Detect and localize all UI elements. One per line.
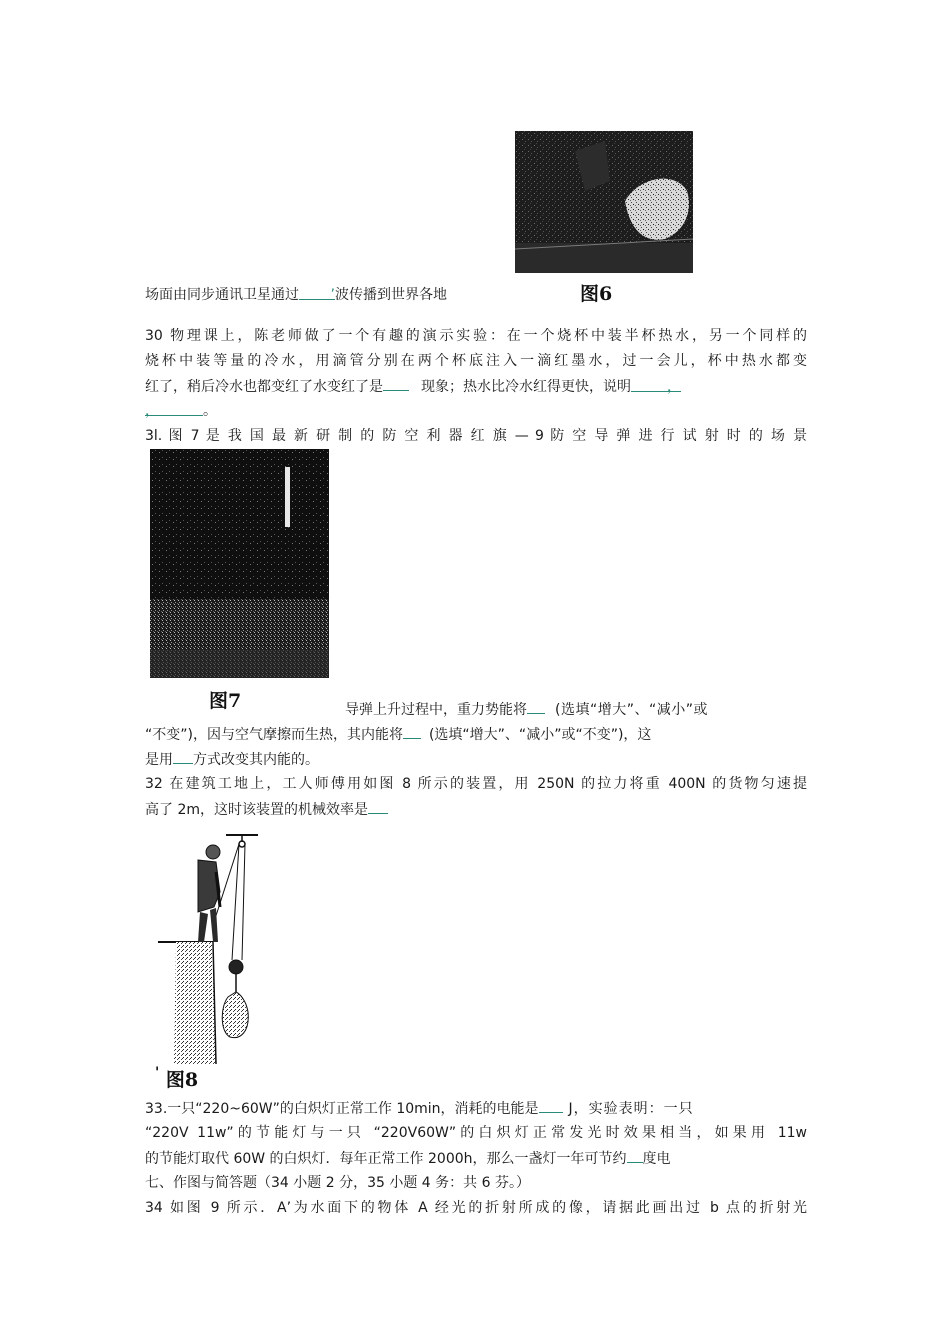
q30-line-3-a: 红了，稍后冷水也都变红了水变红了是 [145,379,383,395]
figure-7-photo [150,449,329,678]
section-7-heading: 七、作图与简答题（34 小题 2 分，35 小题 4 务：共 6 芬。） [145,1175,530,1191]
q31-line-2-a: 导弹上升过程中，重力势能将 [345,702,527,718]
q33-line-2: “220V 11w”的节能灯与一只 “220V60W”的白炽灯正常发光时效果相当，如果用 11w [145,1125,807,1141]
q33-blank-2[interactable] [627,1148,643,1163]
q34-line-1: 34 如图 9 所示．A’为水面下的物体 A 经光的折射所成的像，请据此画出过 b 点的折射光 [145,1200,807,1216]
q30-blank-3-mark: ， [145,403,159,419]
figure-6-caption: 图6 [580,283,613,305]
q30-line-1: 30 物理课上，陈老师做了一个有趣的演示实验：在一个烧杯中装半杯热水，另一个同样的 [145,328,807,344]
q31-line-4 [145,749,319,770]
q31-line-2-b: (选填“增大”、“减小”或 [555,702,708,718]
q31-blank-3[interactable] [173,749,193,764]
q30-blank-2[interactable] [631,377,681,395]
figure-8-mark: ' [155,1065,160,1081]
q30-blank-2-mark: ， [667,379,681,395]
q29-line [145,285,447,305]
q33-line-3-b: 度电 [642,1151,671,1167]
missile-trail [285,467,290,527]
q33-line-3-a: 的节能灯取代 60W 的白炽灯．每年正常工作 2000h，那么一盏灯一年可节约 [145,1151,627,1167]
q32-line-2-a: 高了 2m，这时该装置的机械效率是 [145,802,368,818]
q31-line-4-a: 是用 [145,752,173,768]
q30-line-2: 烧杯中装等量的冷水，用滴管分别在两个杯底注入一滴红墨水，过一会儿，杯中热水都变 [145,353,807,369]
q31-blank-1[interactable] [527,699,545,714]
q32-line-1: 32 在建筑工地上，工人师傅用如图 8 所示的装置，用 250N 的拉力将重 400N 的货物匀速提 [145,776,807,792]
q32-blank-1[interactable] [368,799,388,814]
q30-line-4 [145,401,217,421]
figure-7-graphic [150,449,329,678]
figure-8-drawing [158,832,268,1064]
q33-blank-1[interactable] [539,1098,563,1113]
q30-blank-3[interactable] [145,401,203,419]
figure-8-caption [155,1065,198,1092]
q31-blank-2[interactable] [403,724,421,739]
q29-answer-blank[interactable] [299,285,335,303]
q30-line-3 [145,376,681,397]
q31-line-1: 3l. 图 7 是 我 国 最 新 研 制 的 防 空 利 器 红 旗 — 9 防 空 导 弹 进 行 试 射 时 的 场 景 [145,428,807,444]
figure-6-photo [515,131,693,273]
q30-line-3-b: 现象；热水比冷水红得更快，说明 [421,379,631,395]
q33-line-1-a: 33.一只“220~60W”的白炽灯正常工作 10min，消耗的电能是 [145,1101,539,1117]
q31-line-2 [345,699,708,720]
q31-line-3 [145,724,651,745]
figure-7-caption: 图7 [209,690,242,712]
q29-text-b: 波传播到世界各地 [335,287,447,303]
q33-line-1-b: J，实验表明：一只 [568,1101,694,1117]
q31-line-4-b: 方式改变其内能的。 [193,752,319,768]
q30-blank-1[interactable] [383,376,409,391]
q29-blank-mark: ’ [330,287,335,303]
q32-line-2 [145,799,388,820]
q33-line-1 [145,1098,807,1119]
q29-text-a: 场面由同步通讯卫星通过 [145,287,299,303]
q30-line-4-b: 。 [203,403,217,419]
q31-line-3-a: “不变”)，因与空气摩擦而生热，其内能将 [145,727,403,743]
figure-8-graphic [158,832,268,1064]
figure-8-label: 图8 [165,1069,199,1091]
q33-line-3 [145,1148,671,1169]
figure-6-graphic [515,131,693,273]
q31-line-3-b: (选填“增大”、“减小”或“不变”)，这 [428,727,652,743]
